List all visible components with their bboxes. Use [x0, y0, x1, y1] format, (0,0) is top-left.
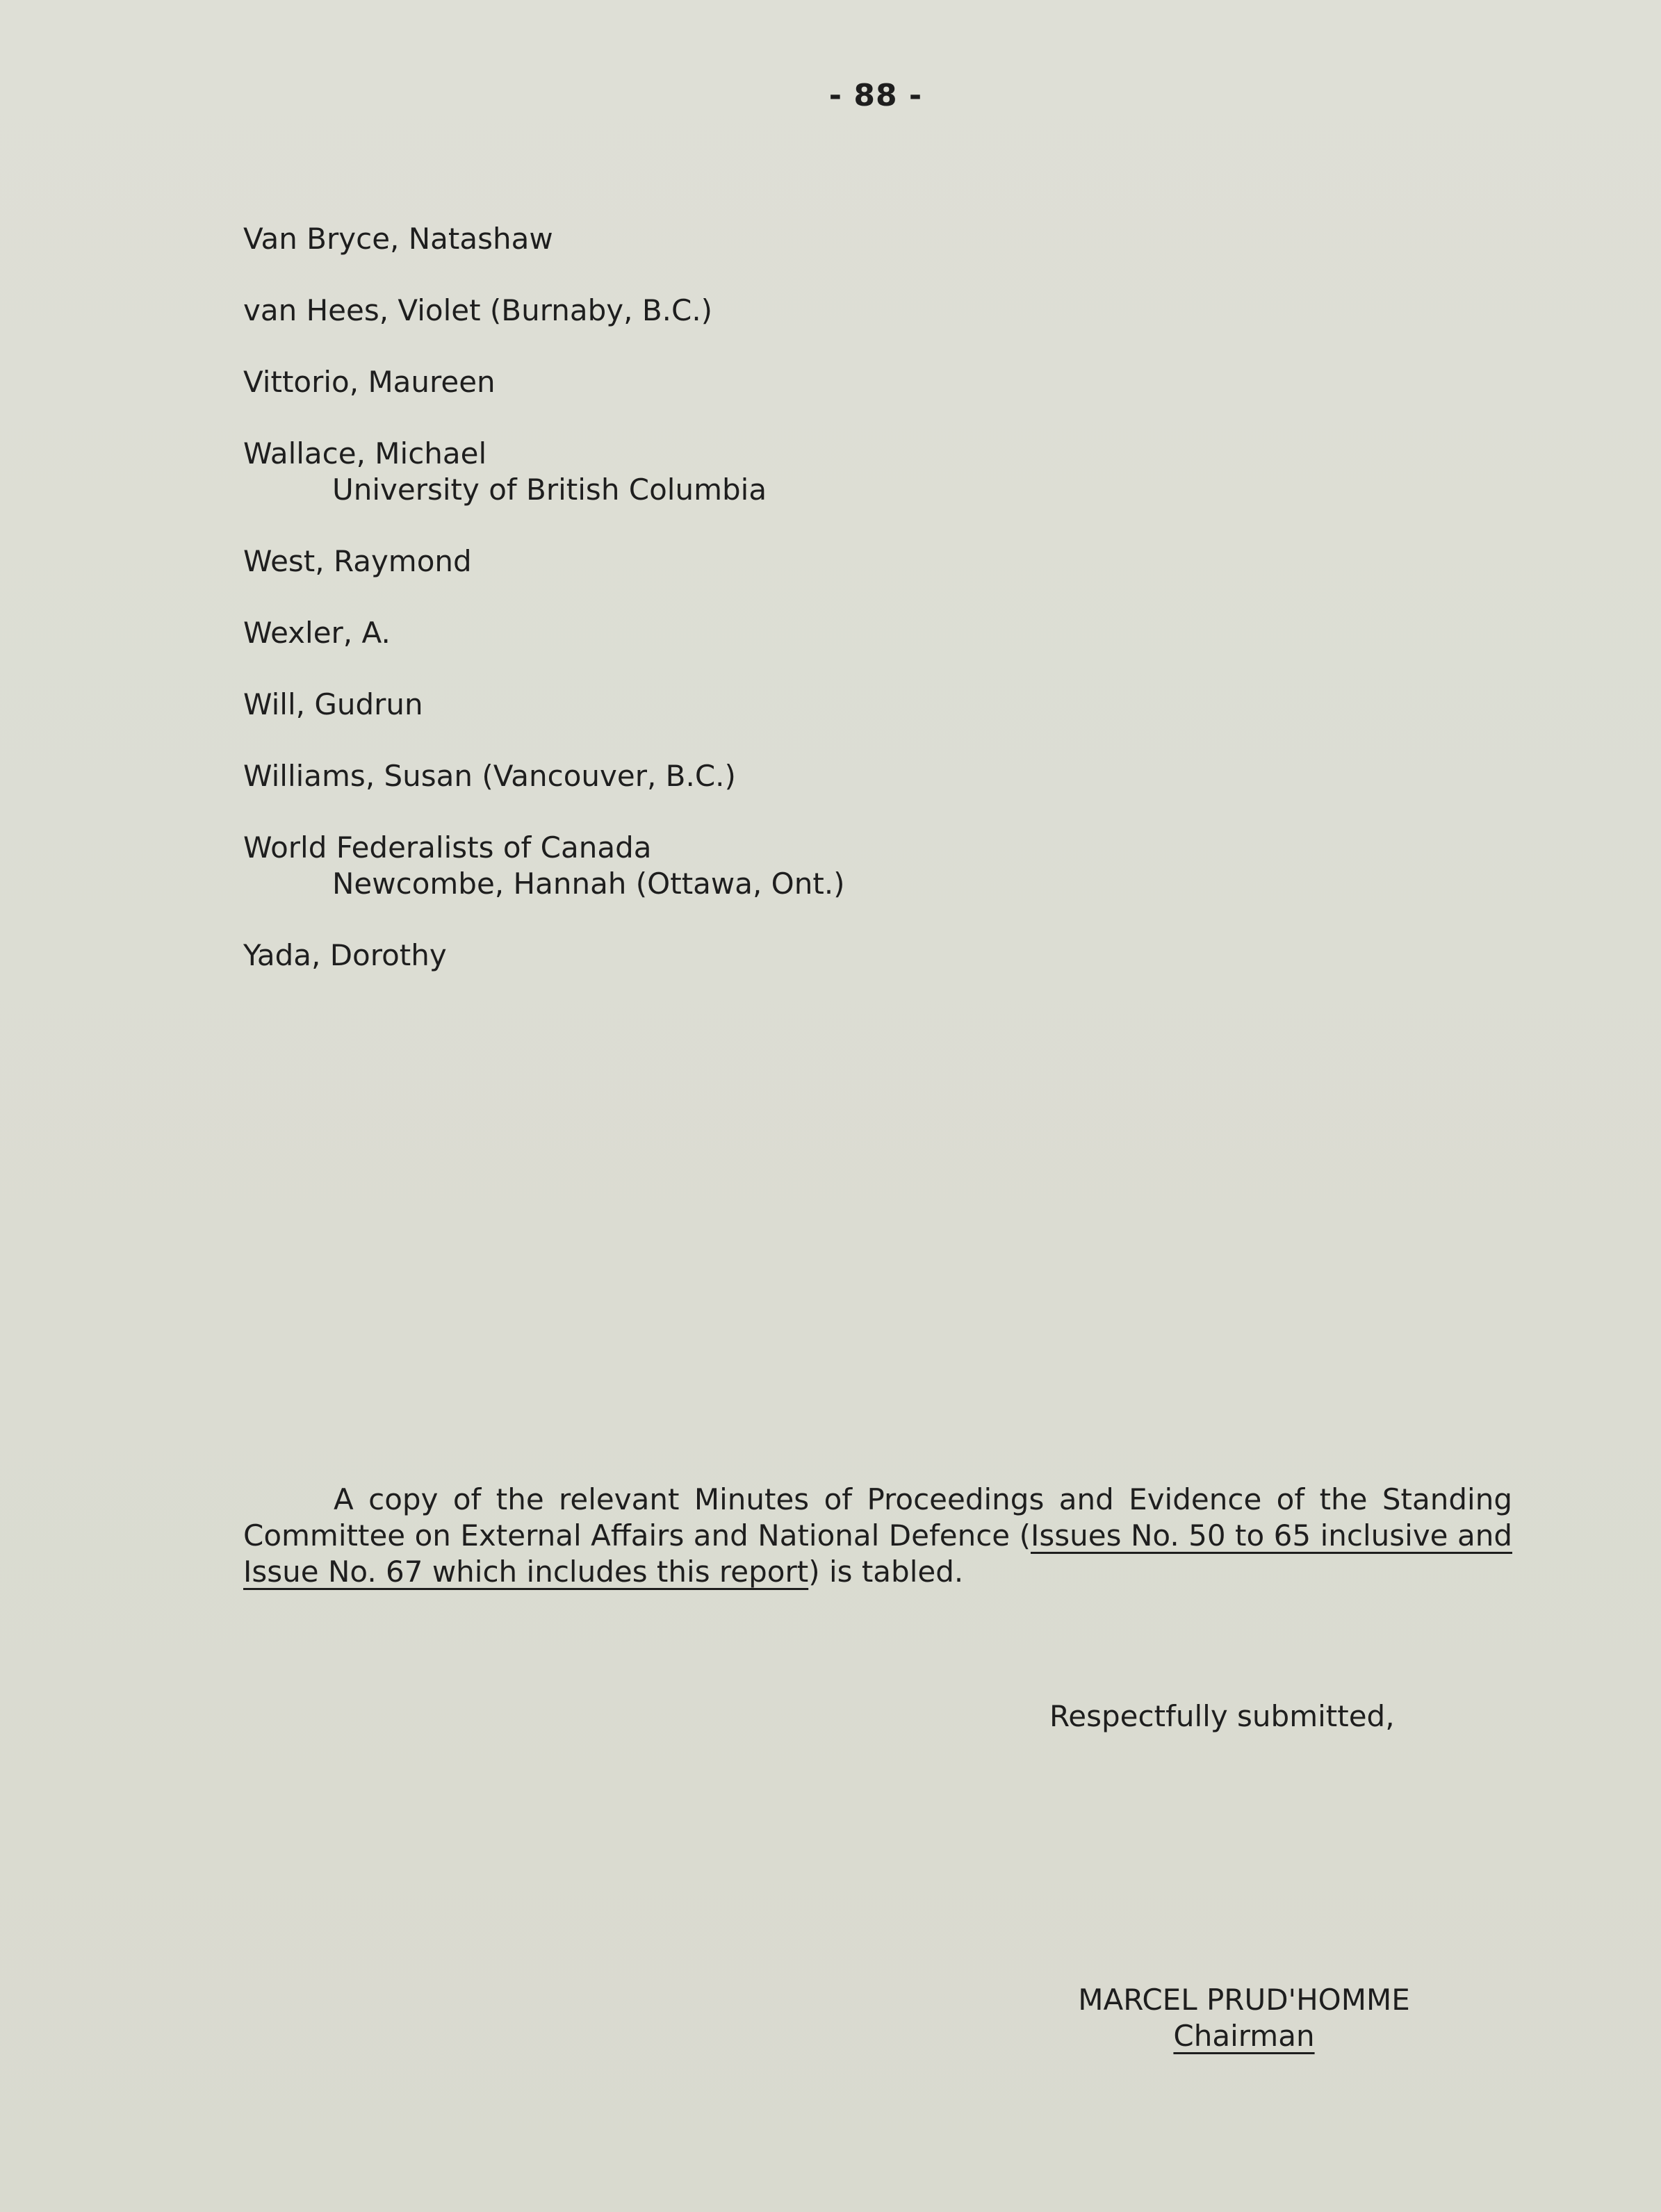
entry-name: Vittorio, Maureen: [243, 365, 496, 399]
statement-underlined-text: Issues No. 50 to 65 inclusive and Issue No. 67 which includes this report: [243, 1518, 1512, 1589]
entry-name: West, Raymond: [243, 544, 472, 578]
list-item: [243, 687, 1286, 723]
entry-affiliation: University of British Columbia: [332, 473, 767, 507]
list-item: [243, 615, 1286, 651]
divider: [243, 400, 1286, 436]
chairman-title: Chairman: [1173, 2019, 1315, 2053]
entry-name: Will, Gudrun: [243, 687, 423, 721]
divider: [243, 723, 1286, 758]
list-item: [243, 543, 1286, 580]
chairman-name: MARCEL PRUD'HOMME: [1078, 1983, 1410, 2017]
entry-name: Williams, Susan (Vancouver, B.C.): [243, 759, 736, 793]
witness-list: [243, 221, 1286, 974]
tabling-statement: [243, 1482, 1512, 1590]
entry-name: Wexler, A.: [243, 616, 391, 650]
entry-affiliation: Newcombe, Hannah (Ottawa, Ont.): [332, 867, 845, 901]
entry-name: Yada, Dorothy: [243, 938, 447, 972]
entry-name: van Hees, Violet (Burnaby, B.C.): [243, 293, 713, 327]
list-item: [243, 364, 1286, 400]
list-item: [243, 937, 1286, 974]
entry-name: Wallace, Michael: [243, 436, 487, 470]
list-item: [243, 758, 1286, 794]
divider: [243, 508, 1286, 543]
list-item: [243, 293, 1286, 329]
list-item: [243, 221, 1286, 257]
page-number: - 88 -: [828, 78, 923, 113]
divider: [243, 257, 1286, 293]
divider: [243, 651, 1286, 687]
closing-salutation: Respectfully submitted,: [1049, 1699, 1395, 1733]
list-item: [243, 436, 1286, 508]
statement-text: A copy of the relevant Minutes of Proceedings and Evidence of the Standing Committee on External Affairs and National Defence (: [243, 1482, 1512, 1553]
list-item: [243, 830, 1286, 902]
signature-block: [1049, 1982, 1439, 2054]
divider: [243, 794, 1286, 830]
divider: [243, 580, 1286, 615]
divider: [243, 902, 1286, 937]
entry-name: World Federalists of Canada: [243, 830, 652, 865]
statement-end-text: ) is tabled.: [808, 1555, 964, 1589]
entry-name: Van Bryce, Natashaw: [243, 222, 553, 256]
divider: [243, 329, 1286, 364]
